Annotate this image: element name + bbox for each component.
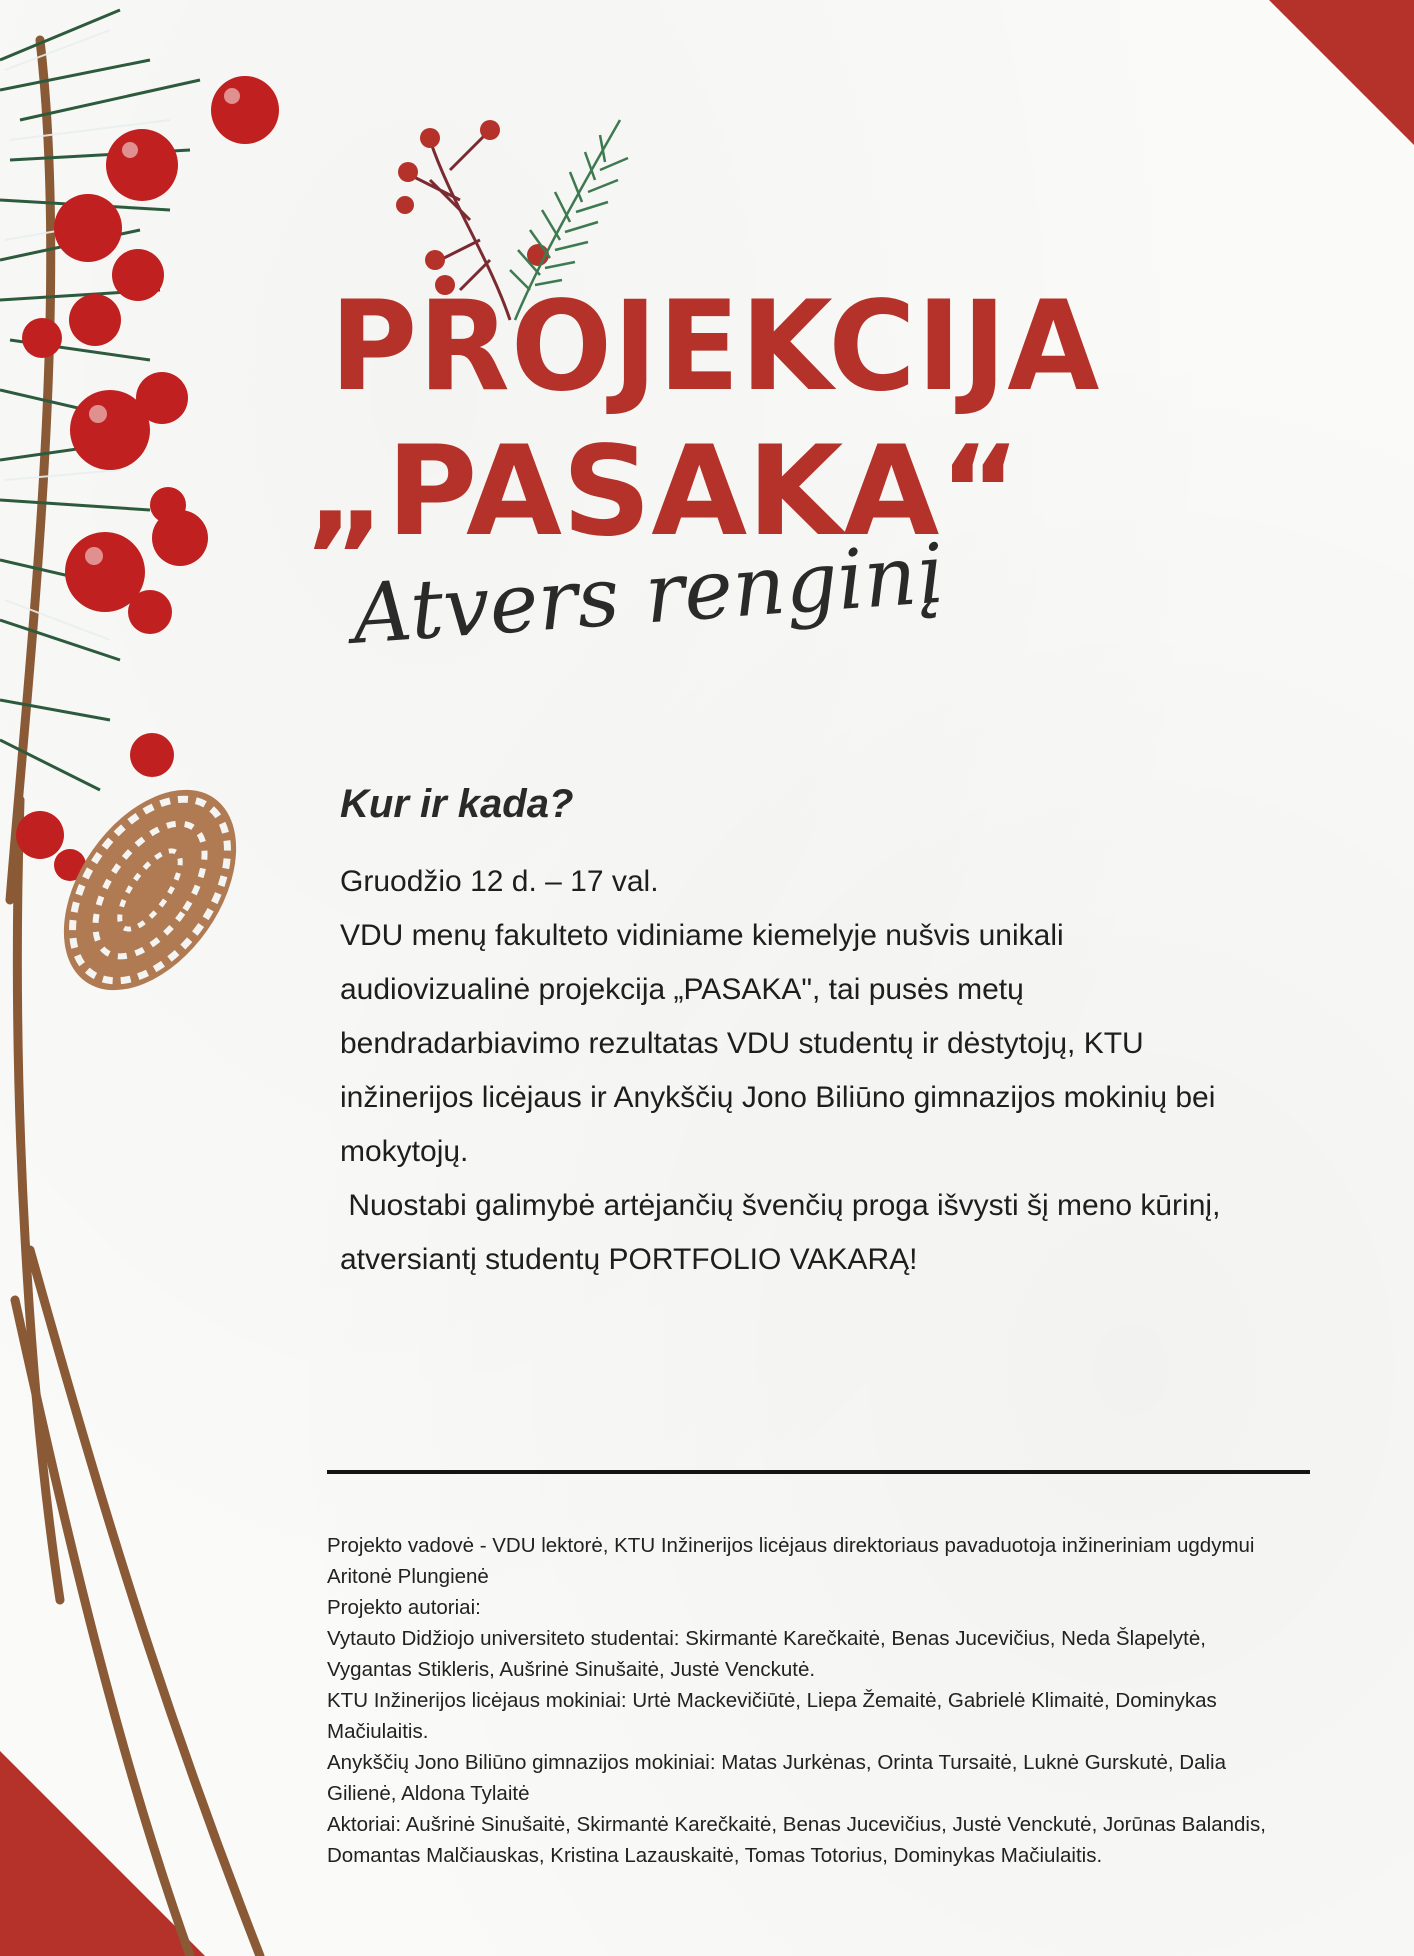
event-title-line-1: PROJEKCIJA (330, 275, 1101, 419)
description-line: bendradarbiavimo rezultatas VDU studentų ir dėstytojų, KTU (340, 1027, 1144, 1060)
description-line: VDU menų fakulteto vidiniame kiemelyje nušvis unikali (340, 919, 1064, 952)
description-line: mokytojų. (340, 1135, 469, 1168)
event-subtitle: Atvers renginį (349, 526, 946, 663)
pinecone-icon (28, 758, 271, 1022)
project-credits (327, 1530, 1377, 1871)
credits-line: KTU Inžinerijos licėjaus mokiniai: Urtė Mackevičiūtė, Liepa Žemaitė, Gabrielė Klimaitė, Dominykas (327, 1689, 1217, 1712)
description-line: inžinerijos licėjaus ir Anykščių Jono Biliūno gimnazijos mokinių bei (340, 1081, 1216, 1114)
event-date: Gruodžio 12 d. – 17 val. (340, 865, 659, 898)
description-line: audiovizualinė projekcija „PASAKA", tai pusės metų (340, 973, 1024, 1006)
event-description (340, 855, 1340, 1287)
credits-line: Anykščių Jono Biliūno gimnazijos mokiniai: Matas Jurkėnas, Orinta Tursaitė, Luknė Gurskutė, Dalia (327, 1751, 1226, 1774)
credits-line: Gilienė, Aldona Tylaitė (327, 1782, 530, 1805)
credits-line: Domantas Malčiauskas, Kristina Lazauskaitė, Tomas Totorius, Dominykas Mačiulaitis. (327, 1844, 1103, 1867)
where-when-heading: Kur ir kada? (340, 782, 574, 826)
event-title-line-2: „PASAKA“ (305, 420, 1021, 564)
credits-line: Mačiulaitis. (327, 1720, 429, 1743)
credits-line: Projekto autoriai: (327, 1596, 481, 1619)
description-line: atversiantį studentų PORTFOLIO VAKARĄ! (340, 1243, 918, 1276)
credits-line: Vytauto Didžiojo universiteto studentai: Skirmantė Karečkaitė, Benas Jucevičius, Neda Šlapelytė, (327, 1627, 1206, 1650)
description-line: Nuostabi galimybė artėjančių švenčių proga išvysti šį meno kūrinį, (340, 1189, 1221, 1222)
section-divider (327, 1470, 1310, 1474)
credits-line: Aktoriai: Aušrinė Sinušaitė, Skirmantė Karečkaitė, Benas Jucevičius, Justė Venckutė, Jorūnas Balandis, (327, 1813, 1266, 1836)
credits-line: Vygantas Stikleris, Aušrinė Sinušaitė, Justė Venckutė. (327, 1658, 816, 1681)
pine-branch-decoration (0, 0, 330, 1956)
credits-line: Aritonė Plungienė (327, 1565, 489, 1588)
credits-line: Projekto vadovė - VDU lektorė, KTU Inžinerijos licėjaus direktoriaus pavaduotoja inžineriniam ugdymui (327, 1534, 1255, 1557)
